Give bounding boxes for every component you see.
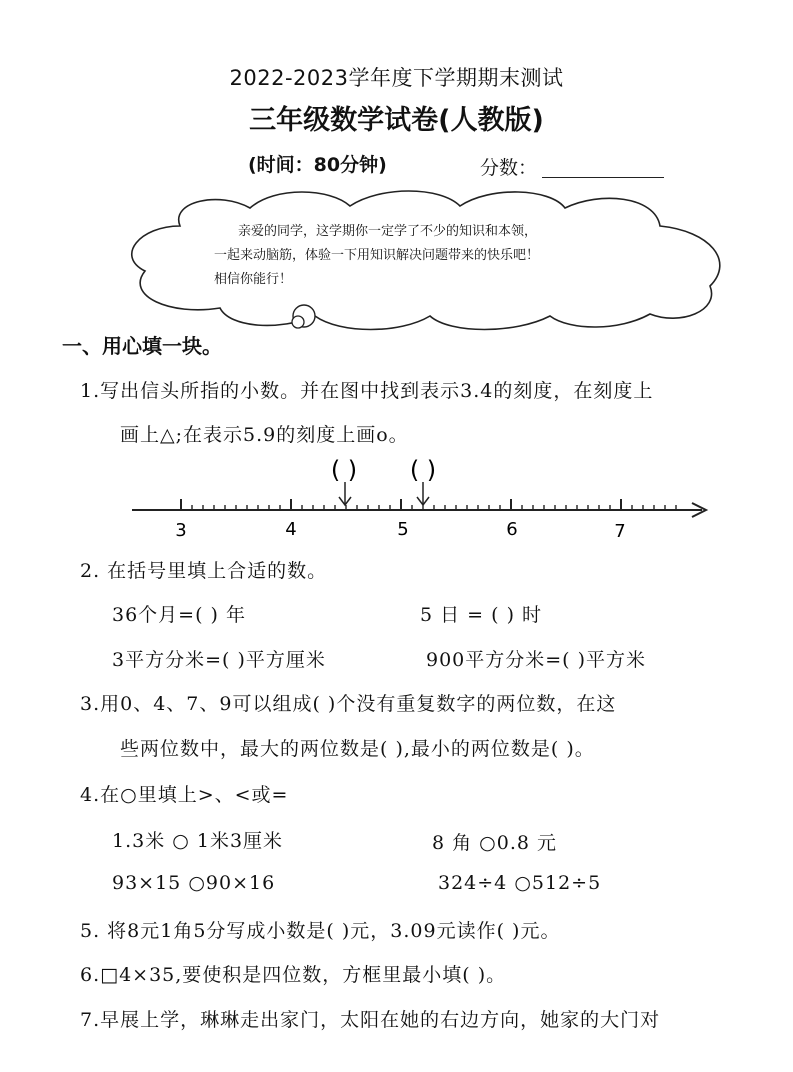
question-4-b: 8 角 ○0.8 元	[432, 832, 558, 854]
question-2-b: 5 日 = ( ) 时	[420, 604, 543, 626]
question-2-d: 900平方分米=( )平方米	[426, 649, 647, 671]
exam-subtitle: 三年级数学试卷(人教版)	[249, 105, 544, 136]
number-line-blank-1: ( )	[330, 456, 358, 484]
time-limit: (时间：80分钟)	[248, 154, 387, 176]
question-4-c: 93×15 ○90×16	[112, 872, 276, 894]
tick-label-4: 4	[285, 519, 297, 540]
score-blank-line	[542, 177, 664, 178]
tick-label-5: 5	[397, 519, 409, 540]
question-5: 5. 将8元1角5分写成小数是( )元，3.09元读作( )元。	[80, 920, 561, 942]
cloud-line-1: 亲爱的同学，这学期你一定学了不少的知识和本领，	[238, 224, 538, 239]
cloud-line-3: 相信你能行！	[214, 272, 293, 287]
score-label: 分数：	[480, 157, 538, 179]
tick-label-6: 6	[506, 519, 518, 540]
thought-bubble-small	[292, 316, 304, 328]
question-3-line-2: 些两位数中，最大的两位数是( ),最小的两位数是( )。	[120, 738, 595, 760]
question-6: 6.□4×35,要使积是四位数，方框里最小填( )。	[80, 964, 507, 986]
exam-title: 2022-2023学年度下学期期末测试	[229, 66, 564, 90]
question-1-line-2: 画上△;在表示5.9的刻度上画o。	[120, 424, 409, 446]
question-2-heading: 2. 在括号里填上合适的数。	[80, 560, 328, 582]
question-4-heading: 4.在○里填上>、<或=	[80, 784, 289, 806]
tick-label-3: 3	[175, 520, 187, 541]
section-heading: 一、用心填一块。	[62, 334, 222, 358]
cloud-line-2: 一起来动脑筋，体验一下用知识解决问题带来的快乐吧！	[214, 248, 540, 263]
number-line	[126, 452, 726, 544]
question-3-line-1: 3.用0、4、7、9可以组成( )个没有重复数字的两位数，在这	[80, 693, 617, 715]
question-4-a: 1.3米 ○ 1米3厘米	[112, 830, 284, 852]
question-2-c: 3平方分米=( )平方厘米	[112, 649, 326, 671]
question-2-a: 36个月=( ) 年	[112, 604, 247, 626]
question-4-d: 324÷4 ○512÷5	[438, 872, 602, 894]
question-7-line-1: 7.早展上学，琳琳走出家门，太阳在她的右边方向，她家的大门对	[80, 1009, 661, 1031]
number-line-blank-2: ( )	[409, 456, 437, 484]
question-1-line-1: 1.写出信头所指的小数。并在图中找到表示3.4的刻度，在刻度上	[80, 380, 654, 402]
tick-label-7: 7	[614, 521, 626, 542]
